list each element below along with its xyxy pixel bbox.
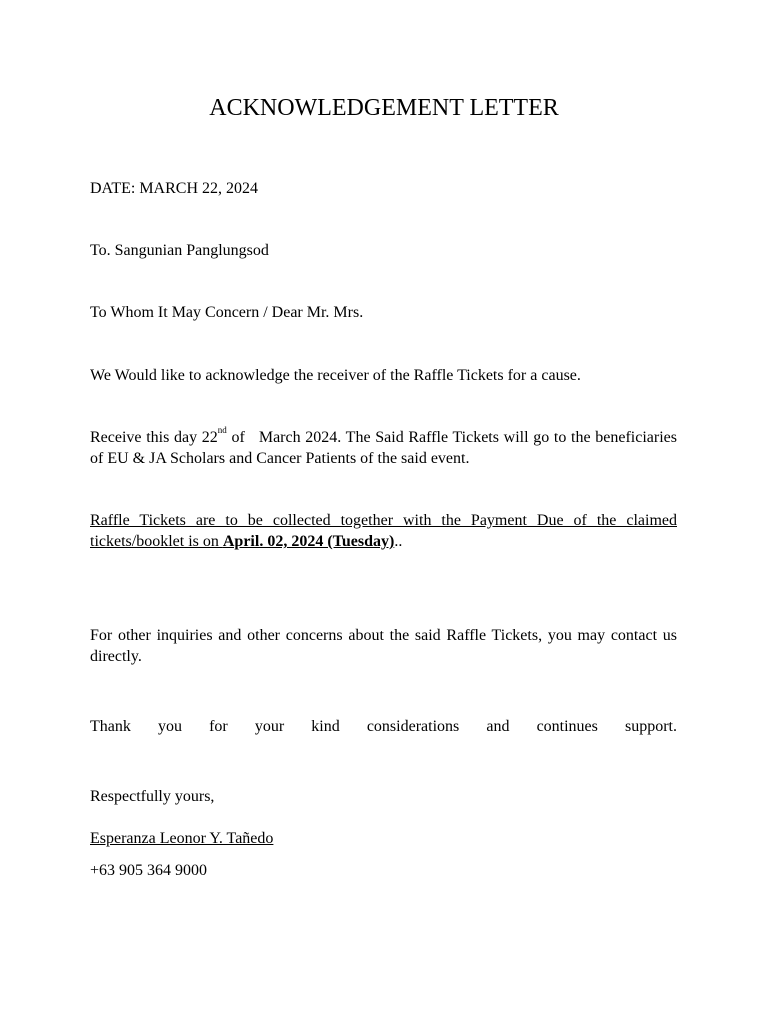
thanks-paragraph: Thank you for your kind considerations and continues support. [90,718,677,735]
salutation: To Whom It May Concern / Dear Mr. Mrs. [90,304,364,321]
receive-body: of March 2024. The Said Raffle Tickets will go to the beneficiaries of EU & JA Scholars and Cancer Patients of the said event. [90,429,682,467]
inquiries-paragraph: For other inquiries and other concerns about the said Raffle Tickets, you may contact us directly. [90,627,677,665]
collection-tail: .. [394,533,403,550]
signatory-name-text: Esperanza Leonor Y. Tañedo [90,830,274,847]
signatory-name [90,828,677,849]
receive-paragraph [90,425,682,469]
collection-paragraph [90,510,677,552]
receive-ordinal: nd [217,425,227,435]
recipient-line: To. Sangunian Panglungsod [90,242,269,259]
intro-paragraph: We Would like to acknowledge the receiver of the Raffle Tickets for a cause. [90,367,581,384]
collection-due-date: April. 02, 2024 (Tuesday) [222,533,395,550]
receive-prefix: Receive this day 22 [90,429,218,446]
collection-text: Raffle Tickets are to be collected together with the Payment Due of the claimed tickets/booklet is on [90,512,677,550]
date-line: DATE: MARCH 22, 2024 [90,180,259,197]
phone-number: +63 905 364 9000 [90,862,208,879]
closing-line: Respectfully yours, [90,788,215,805]
letter-title: ACKNOWLEDGEMENT LETTER [209,95,559,121]
